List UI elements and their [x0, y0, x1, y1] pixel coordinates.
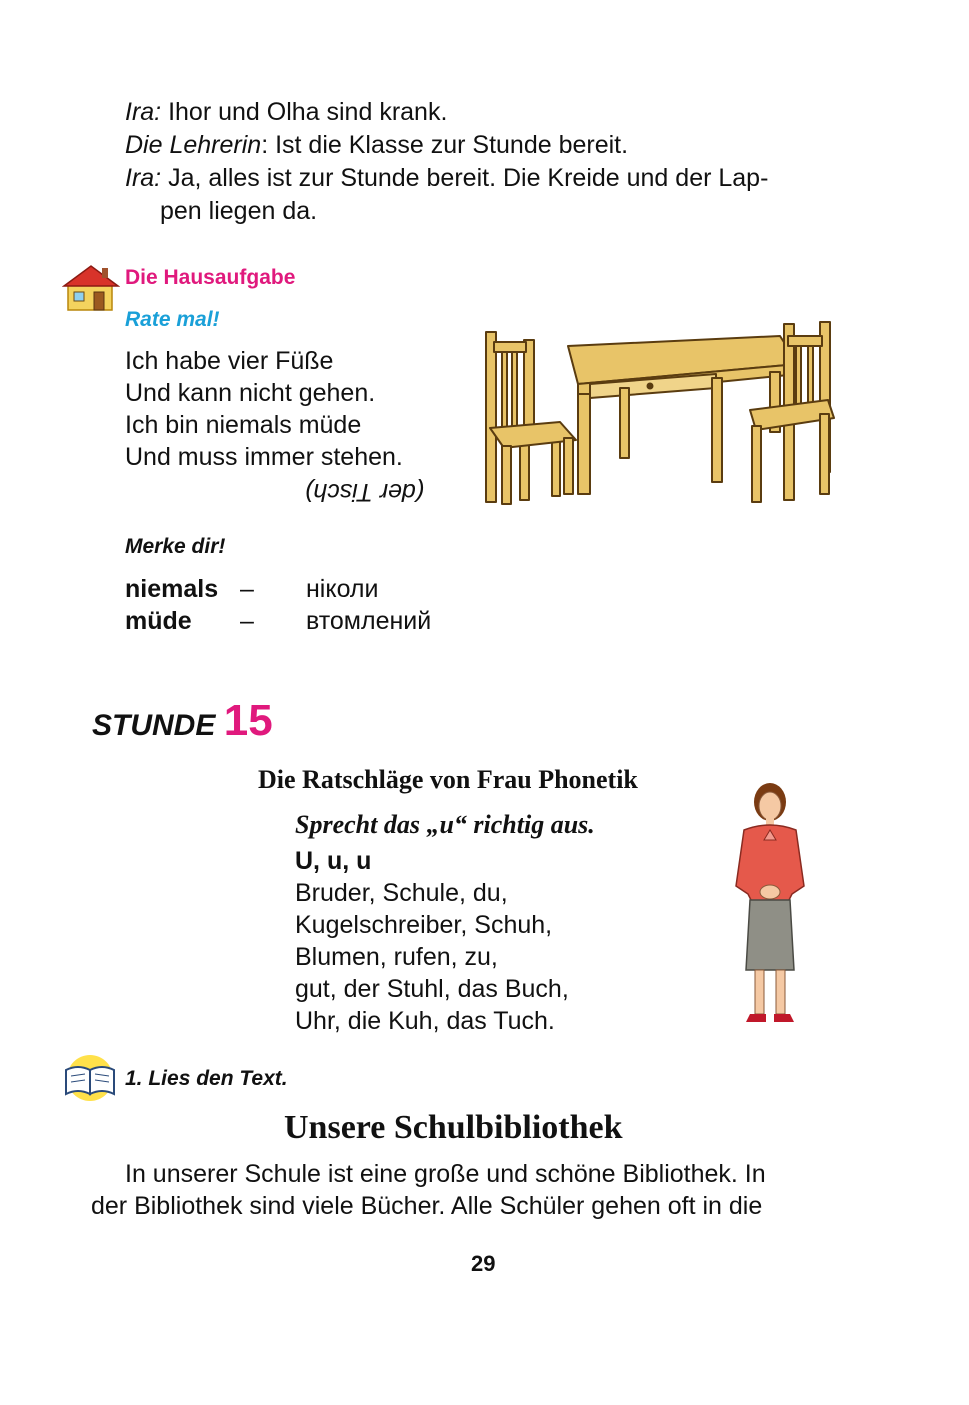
page-number: 29 — [471, 1251, 496, 1276]
dialogue-text: Ja, alles ist zur Stunde bereit. Die Kreide und der Lap- — [161, 164, 769, 192]
reading-line: der Bibliothek sind viele Bücher. Alle Schüler gehen oft in die — [91, 1192, 763, 1220]
dialogue-line-3 — [125, 162, 768, 194]
speaker-separator: : — [261, 131, 269, 159]
table-chairs-illustration — [480, 318, 840, 510]
speaker-ira: Ira: — [125, 164, 162, 192]
riddle-line: Ich habe vier Füße — [125, 347, 334, 375]
vocab-word-ua: ніколи — [306, 575, 379, 603]
riddle-line: Ich bin niemals müde — [125, 411, 362, 439]
dialogue-text: Ist die Klasse zur Stunde bereit. — [268, 131, 629, 159]
homework-subtitle: Rate mal! — [125, 308, 220, 331]
phonetics-word-line: Blumen, rufen, zu, — [295, 943, 498, 971]
phonetics-title: Die Ratschläge von Frau Phonetik — [258, 765, 638, 794]
dialogue-line-3-continued: pen liegen da. — [160, 197, 318, 225]
vocab-word-de: niemals — [125, 575, 219, 603]
phonetics-letters: U, u, u — [295, 847, 372, 875]
phonetics-instruction: Sprecht das „u“ richtig aus. — [295, 810, 595, 839]
lesson-number: 15 — [223, 696, 273, 745]
dialogue-text: Ihor und Olha sind krank. — [161, 98, 448, 126]
lesson-label: STUNDE — [92, 709, 216, 742]
teacher-illustration — [722, 780, 818, 1030]
riddle-line: Und muss immer stehen. — [125, 443, 403, 471]
reading-title: Unsere Schulbibliothek — [284, 1109, 623, 1146]
riddle-answer: (der Tisch) — [305, 478, 425, 506]
vocab-dash: – — [240, 575, 254, 603]
homework-title: Die Hausaufgabe — [125, 266, 296, 289]
vocab-dash: – — [240, 607, 254, 635]
speaker-teacher: Die Lehrerin — [125, 131, 262, 159]
phonetics-word-line: Bruder, Schule, du, — [295, 879, 508, 907]
phonetics-word-line: gut, der Stuhl, das Buch, — [295, 975, 569, 1003]
dialogue-line-2 — [125, 129, 628, 161]
house-icon — [62, 262, 120, 312]
reading-line: In unserer Schule ist eine große und schöne Bibliothek. In — [125, 1160, 766, 1188]
riddle-answer-upside-down — [305, 476, 424, 508]
riddle-line: Und kann nicht gehen. — [125, 379, 376, 407]
speaker-ira: Ira: — [125, 98, 162, 126]
merke-title: Merke dir! — [125, 535, 226, 558]
lesson-heading — [92, 696, 273, 746]
phonetics-word-line: Uhr, die Kuh, das Tuch. — [295, 1007, 555, 1035]
vocab-word-de: müde — [125, 607, 192, 635]
book-icon — [60, 1052, 120, 1102]
dialogue-line-1 — [125, 96, 447, 128]
task-label: 1. Lies den Text. — [125, 1067, 288, 1090]
vocab-word-ua: втомлений — [306, 607, 432, 635]
phonetics-word-line: Kugelschreiber, Schuh, — [295, 911, 553, 939]
